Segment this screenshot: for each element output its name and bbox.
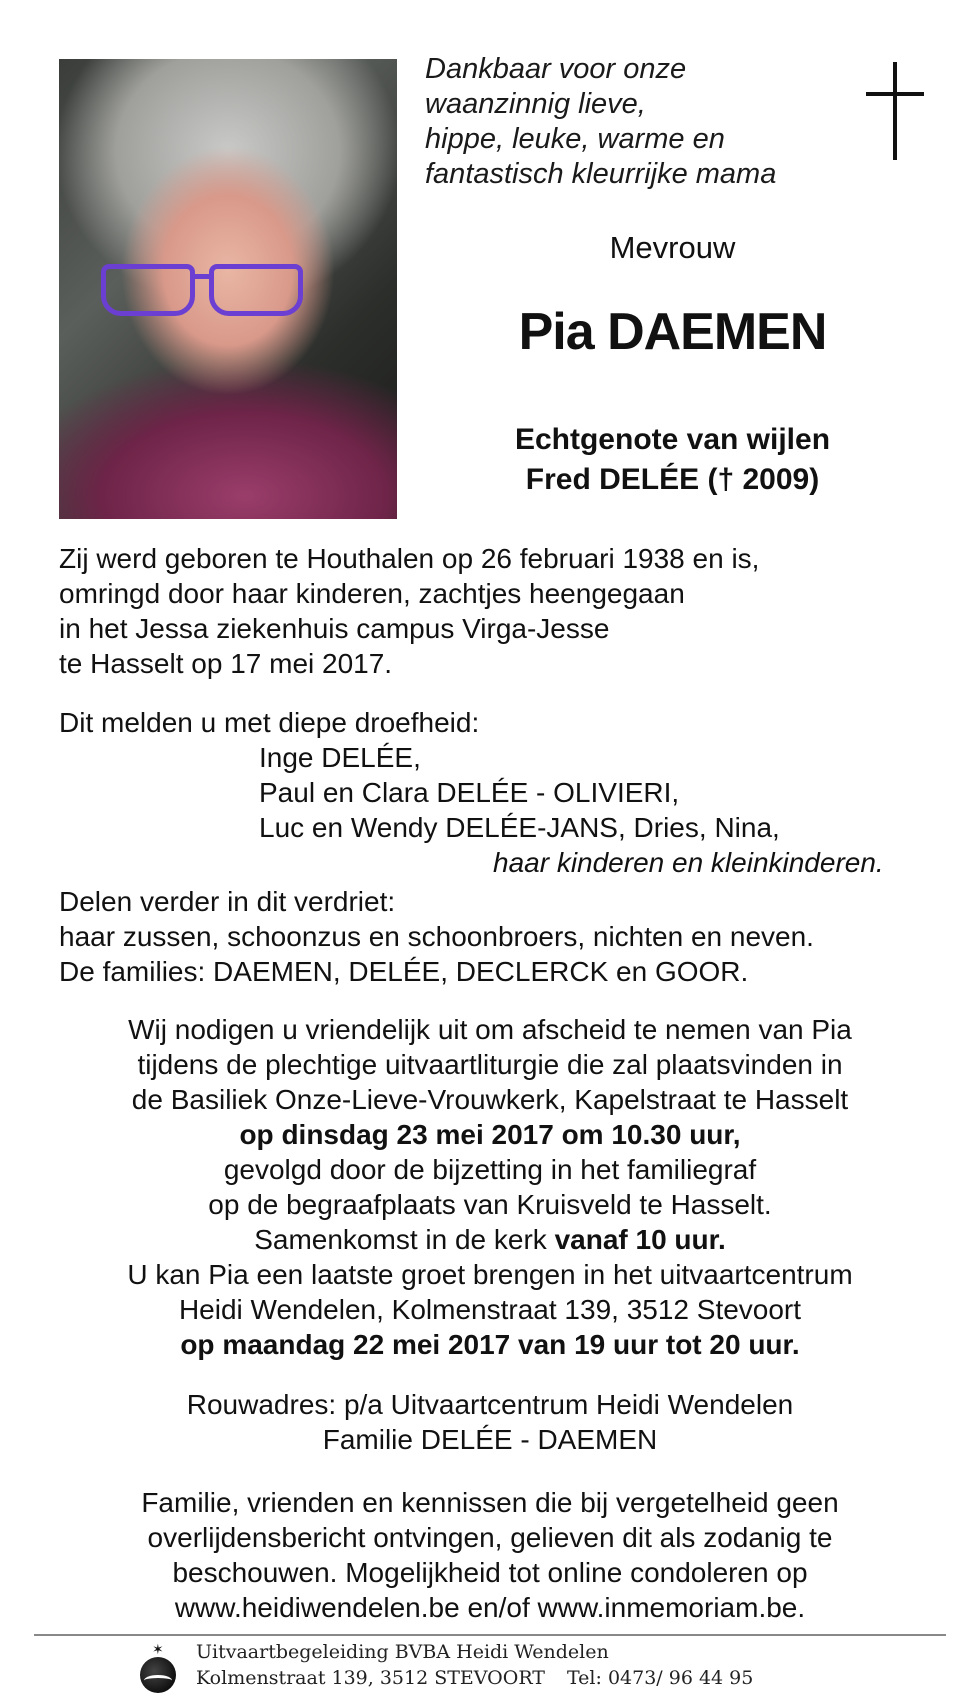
cross-icon: [866, 62, 924, 160]
notice-line: overlijdensbericht ontvingen, gelieven dit als zodanig te: [147, 1522, 833, 1553]
gathering-prefix: Samenkomst in de kerk: [254, 1224, 547, 1255]
footer-tel: Tel: 0473/ 96 44 95: [566, 1667, 754, 1689]
mourners-relation: haar kinderen en kleinkinderen.: [493, 847, 884, 878]
footer-company: Uitvaartbegeleiding BVBA Heidi Wendelen: [196, 1641, 609, 1663]
mourning-address: [0, 1387, 980, 1457]
birth-line: omringd door haar kinderen, zachtjes heengegaan: [59, 578, 685, 609]
spouse-line: Echtgenote van wijlen: [514, 423, 831, 456]
footer-address-line: [196, 1667, 753, 1689]
address-line: Rouwadres: p/a Uitvaartcentrum Heidi Wendelen: [186, 1389, 794, 1420]
mourners-intro: Dit melden u met diepe droefheid:: [59, 707, 480, 738]
deceased-name: Pia DAEMEN: [518, 303, 827, 361]
notice-line: Familie, vrienden en kennissen die bij vergetelheid geen: [141, 1487, 839, 1518]
ceremony-line: de Basiliek Onze-Lieve-Vrouwkerk, Kapelstraat te Hasselt: [131, 1084, 849, 1115]
gathering-time: vanaf 10 uur.: [554, 1224, 726, 1255]
spouse-line: Fred DELÉE († 2009): [525, 463, 820, 496]
ceremony-line: Wij nodigen u vriendelijk uit om afscheid te nemen van Pia: [128, 1014, 852, 1045]
notice-line: www.heidiwendelen.be en/of www.inmemoriam.be.: [174, 1592, 806, 1623]
funeral-home-logo-icon: ✶: [138, 1645, 178, 1693]
ceremony-date: [0, 1117, 980, 1152]
footer-address: Kolmenstraat 139, 3512 STEVOORT: [196, 1667, 545, 1689]
mourner-name: Paul en Clara DELÉE - OLIVIERI,: [259, 777, 680, 808]
dedication-line: waanzinnig lieve,: [425, 88, 646, 120]
also-line: De families: DAEMEN, DELÉE, DECLERCK en GOOR.: [59, 956, 749, 987]
mourner-name: Inge DELÉE,: [259, 742, 421, 773]
visit-date-text: op maandag 22 mei 2017 van 19 uur tot 20 uur.: [180, 1329, 800, 1360]
also-intro: Delen verder in dit verdriet:: [59, 886, 396, 917]
gathering-line: [0, 1222, 980, 1257]
notice: [0, 1485, 980, 1625]
birth-line: Zij werd geboren te Houthalen op 26 februari 1938 en is,: [59, 543, 760, 574]
ceremony-line: op de begraafplaats van Kruisveld te Hasselt.: [208, 1189, 772, 1220]
footer-divider: [34, 1634, 946, 1636]
notice-line: beschouwen. Mogelijkheid tot online condoleren op: [172, 1557, 808, 1588]
address-line: Familie DELÉE - DAEMEN: [322, 1424, 658, 1455]
dedication-line: fantastisch kleurrijke mama: [425, 158, 777, 190]
ceremony-line: U kan Pia een laatste groet brengen in het uitvaartcentrum: [127, 1259, 853, 1290]
dedication-line: hippe, leuke, warme en: [425, 123, 725, 155]
visit-date: [0, 1327, 980, 1362]
portrait-photo: [59, 59, 397, 519]
dedication: [425, 52, 825, 192]
ceremony-line: Heidi Wendelen, Kolmenstraat 139, 3512 Stevoort: [178, 1294, 802, 1325]
dedication-line: Dankbaar voor onze: [425, 53, 687, 85]
salutation: Mevrouw: [609, 230, 736, 265]
ceremony-line: gevolgd door de bijzetting in het familiegraf: [223, 1154, 757, 1185]
spouse-info: [420, 420, 925, 500]
also-line: haar zussen, schoonzus en schoonbroers, nichten en neven.: [59, 921, 814, 952]
birth-line: in het Jessa ziekenhuis campus Virga-Jesse: [59, 613, 610, 644]
ceremony-date-text: op dinsdag 23 mei 2017 om 10.30 uur,: [239, 1119, 741, 1150]
ceremony-info: [0, 1012, 980, 1362]
birth-line: te Hasselt op 17 mei 2017.: [59, 648, 393, 679]
ceremony-line: tijdens de plechtige uitvaartliturgie die zal plaatsvinden in: [137, 1049, 843, 1080]
mourner-name: Luc en Wendy DELÉE-JANS, Dries, Nina,: [259, 812, 780, 843]
glasses-right-lens: [209, 264, 303, 316]
glasses-left-lens: [101, 264, 195, 316]
